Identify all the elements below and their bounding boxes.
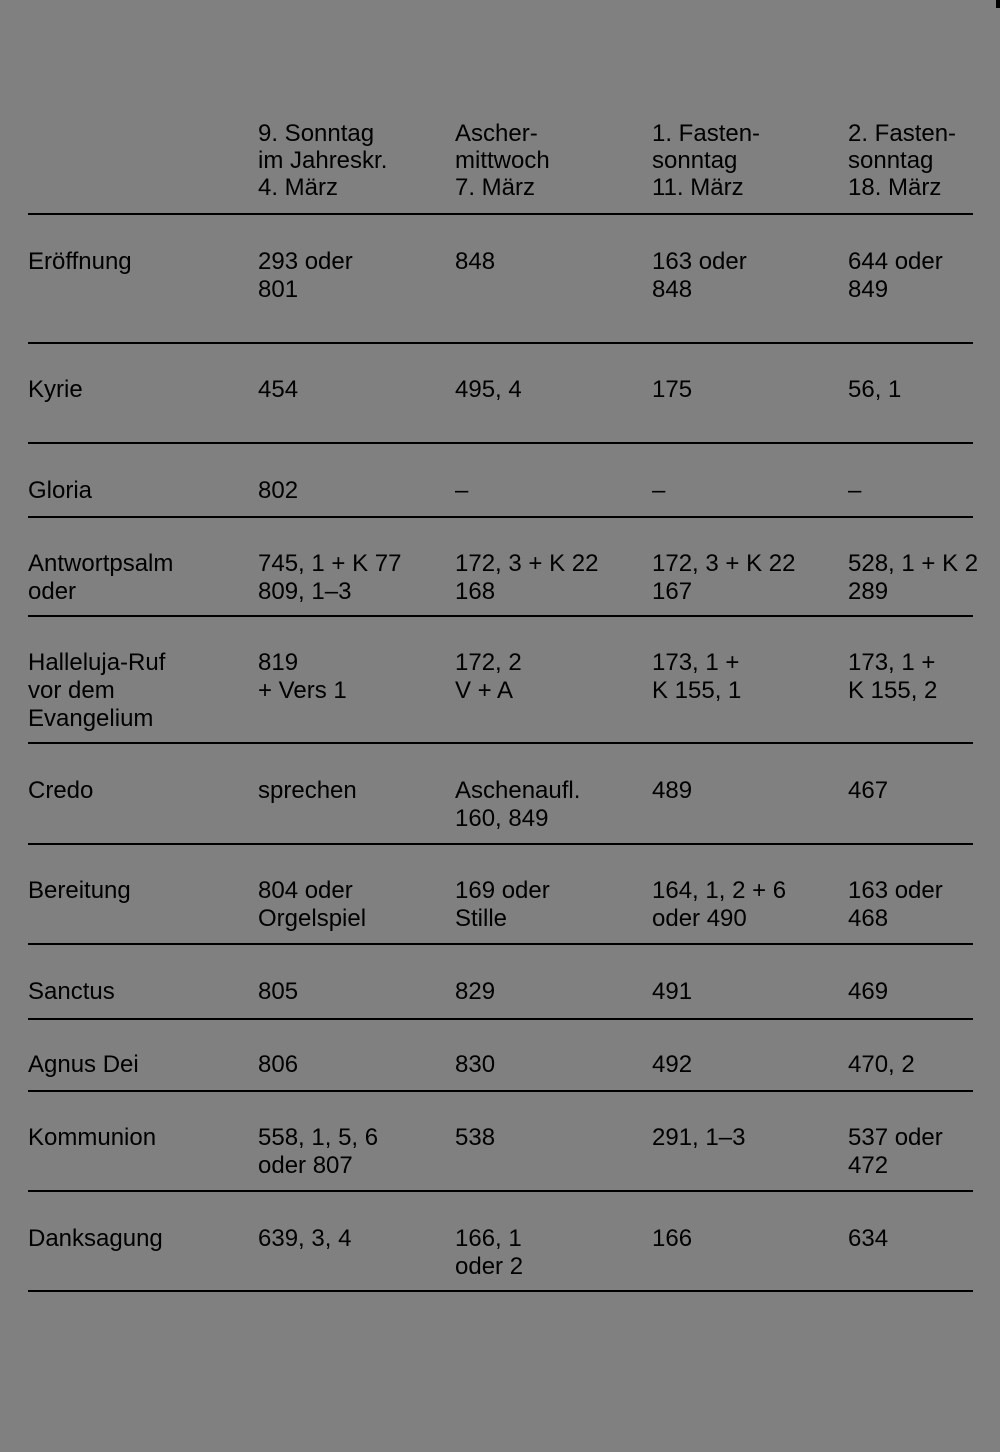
table-cell: 173, 1 + K 155, 2 [848,649,938,704]
table-cell: 829 [455,978,496,1005]
table-cell: 169 oder Stille [455,877,550,932]
table-cell: 175 [652,376,693,403]
row-label: Bereitung [28,877,131,904]
table-cell: 819 + Vers 1 [258,649,347,704]
table-cell: 467 [848,777,889,804]
row-label: Danksagung [28,1225,163,1252]
table-cell: 469 [848,978,889,1005]
table-cell: – [652,477,666,504]
table-cell: 804 oder Orgelspiel [258,877,367,932]
row-label: Agnus Dei [28,1051,139,1078]
table-cell: 644 oder 849 [848,248,943,303]
table-cell: 172, 3 + K 22 167 [652,550,796,605]
table-cell: 172, 2 V + A [455,649,522,704]
table-cell: 805 [258,978,299,1005]
table-cell: 164, 1, 2 + 6 oder 490 [652,877,787,932]
row-label: Kommunion [28,1124,157,1151]
row-label: Gloria [28,477,93,504]
table-cell: 491 [652,978,693,1005]
row-divider [28,442,973,444]
table-cell: – [848,477,862,504]
row-divider [28,516,973,518]
table-cell: 745, 1 + K 77 809, 1–3 [258,550,402,605]
row-label: Kyrie [28,376,83,403]
table-cell: 495, 4 [455,376,522,403]
row-label: Antwortpsalm oder [28,550,174,605]
column-header-1: 9. Sonntag im Jahreskr. 4. März [258,120,388,201]
table-cell: – [455,477,469,504]
table-cell: 537 oder 472 [848,1124,943,1179]
row-divider [28,1290,973,1292]
table-cell: 291, 1–3 [652,1124,746,1151]
row-divider [28,1190,973,1192]
table-cell: 806 [258,1051,299,1078]
header-rule [28,213,973,215]
table-cell: 802 [258,477,299,504]
row-label: Credo [28,777,94,804]
table-cell: 173, 1 + K 155, 1 [652,649,742,704]
row-divider [28,943,973,945]
table-cell: 848 [455,248,496,275]
row-label: Eröffnung [28,248,132,275]
table-cell: 454 [258,376,299,403]
corner-mark [996,0,1000,8]
table-cell: sprechen [258,777,357,804]
table-cell: 163 oder 468 [848,877,943,932]
row-divider [28,1018,973,1020]
table-cell: 166, 1 oder 2 [455,1225,524,1280]
column-header-3: 1. Fasten- sonntag 11. März [652,120,761,201]
row-divider [28,843,973,845]
row-divider [28,742,973,744]
table-cell: 639, 3, 4 [258,1225,352,1252]
row-divider [28,1090,973,1092]
table-cell: 56, 1 [848,376,902,403]
table-cell: 634 [848,1225,889,1252]
table-cell: 830 [455,1051,496,1078]
column-header-2: Ascher- mittwoch 7. März [455,120,550,201]
table-header [0,120,1000,210]
table-cell: 492 [652,1051,693,1078]
row-divider [28,342,973,344]
table-cell: 163 oder 848 [652,248,747,303]
row-label: Sanctus [28,978,115,1005]
row-label: Halleluja-Ruf vor dem Evangelium [28,649,166,732]
table-cell: 558, 1, 5, 6 oder 807 [258,1124,379,1179]
table-cell: 538 [455,1124,496,1151]
table-cell: Aschenaufl. 160, 849 [455,777,581,832]
row-divider [28,615,973,617]
table-cell: 528, 1 + K 2 289 [848,550,979,605]
table-cell: 470, 2 [848,1051,915,1078]
table-cell: 489 [652,777,693,804]
column-header-4: 2. Fasten- sonntag 18. März [848,120,957,201]
table-cell: 166 [652,1225,693,1252]
table-cell: 172, 3 + K 22 168 [455,550,599,605]
table-cell: 293 oder 801 [258,248,353,303]
